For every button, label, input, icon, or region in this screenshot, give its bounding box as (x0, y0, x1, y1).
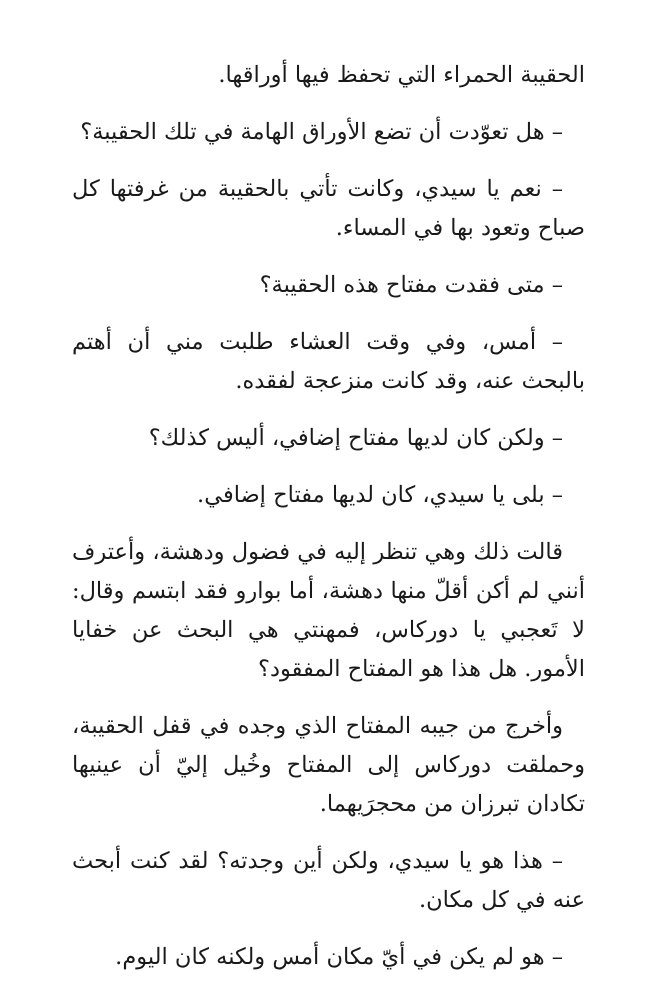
narration-surprise: قالت ذلك وهي تنظر إليه في فضول ودهشة، وأعترف أنني لم أكن أقلّ منها دهشة، أما بوارو فقد ابتسم وقال: لا تَعجبي يا دوركاس، فمهنتي هي البحث عن خفايا الأمور. هل هذا هو المفتاح المفقود؟ (72, 539, 585, 682)
dialogue-question-key-lost: – متى فقدت مفتاح هذه الحقيبة؟ (259, 272, 563, 298)
narration-key-shown: وأخرج من جيبه المفتاح الذي وجده في قفل الحقيبة، وحملقت دوركاس إلى المفتاح وخُيل إليّ أن عينيها تكادان تبرزان من محجرَيهما. (72, 713, 585, 817)
dialogue-question-spare-key: – ولكن كان لديها مفتاح إضافي، أليس كذلك؟ (148, 425, 563, 451)
dialogue-answer-key-lost: – أمس، وفي وقت العشاء طلبت مني أن أهتم بالبحث عنه، وقد كانت منزعجة لفقده. (72, 329, 585, 394)
dialogue-answer-habit: – نعم يا سيدي، وكانت تأتي بالحقيبة من غرفتها كل صباح وتعود بها في المساء. (72, 176, 585, 241)
dialogue-question-habit: – هل تعوّدت أن تضع الأوراق الهامة في تلك الحقيبة؟ (80, 119, 563, 145)
dialogue-key-recognized: – هذا هو يا سيدي، ولكن أين وجدته؟ لقد كنت أبحث عنه في كل مكان. (72, 848, 585, 913)
paragraph-bag-description: الحقيبة الحمراء التي تحفظ فيها أوراقها. (218, 62, 585, 88)
dialogue-answer-spare-key: – بلى يا سيدي، كان لديها مفتاح إضافي. (197, 482, 563, 508)
dialogue-key-location: – هو لم يكن في أيّ مكان أمس ولكنه كان اليوم. (115, 944, 563, 970)
book-page (72, 56, 585, 995)
